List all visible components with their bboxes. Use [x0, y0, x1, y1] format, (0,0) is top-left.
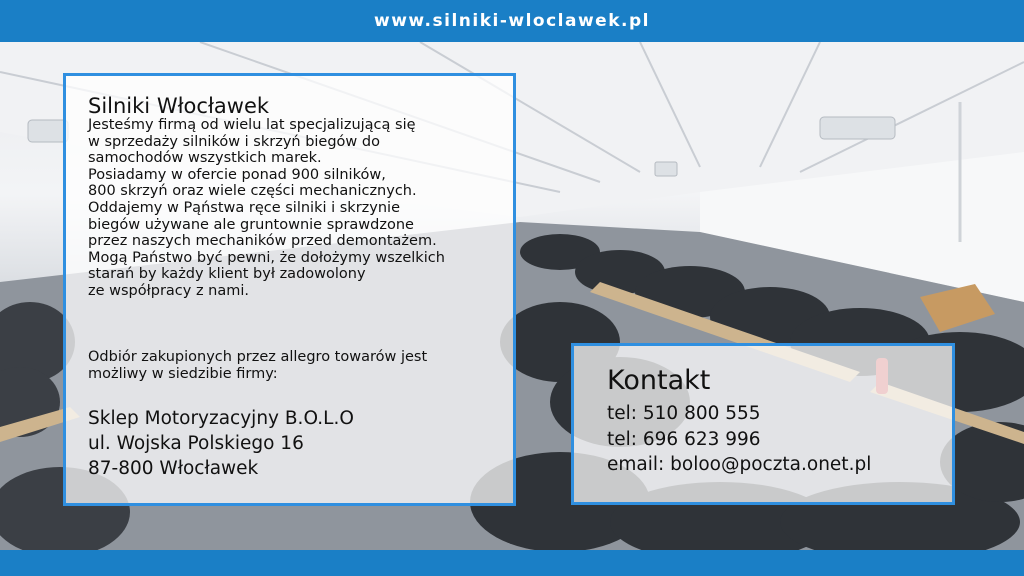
- about-panel: [63, 73, 516, 506]
- description-line: ze współpracy z nami.: [88, 282, 250, 299]
- shop-name: Sklep Motoryzacyjny B.O.L.O: [88, 408, 354, 429]
- phone-1[interactable]: tel: 510 800 555: [607, 403, 761, 424]
- contact-panel: [571, 343, 955, 505]
- footer-bar: [0, 550, 1024, 576]
- description-line: samochodów wszystkich marek.: [88, 150, 322, 167]
- contact-title: Kontakt: [607, 365, 711, 396]
- about-title: Silniki Włocławek: [88, 94, 270, 118]
- description-line: starań by każdy klient był zadowolony: [88, 266, 366, 283]
- pickup-line: możliwy w siedzibie firmy:: [88, 365, 278, 382]
- description-line: Oddajemy w Pąństwa ręce silniki i skrzynie: [88, 199, 400, 216]
- website-url[interactable]: www.silniki-wloclawek.pl: [374, 11, 650, 31]
- email-address[interactable]: email: boloo@poczta.onet.pl: [607, 454, 872, 475]
- description-line: biegów używane ale gruntownie sprawdzone: [88, 216, 414, 233]
- description-line: 800 skrzyń oraz wiele części mechanicznych.: [88, 183, 417, 200]
- pickup-line: Odbiór zakupionych przez allegro towarów jest: [88, 349, 428, 365]
- phone-2[interactable]: tel: 696 623 996: [607, 428, 761, 450]
- shop-address: [88, 406, 354, 481]
- postal-city: 87-800 Włocławek: [88, 458, 259, 479]
- description-line: Mogą Państwo być pewni, że dołożymy wszelkich: [88, 249, 445, 266]
- pickup-info: [88, 349, 508, 382]
- street-address: ul. Wojska Polskiego 16: [88, 433, 304, 454]
- description-line: Posiadamy w ofercie ponad 900 silników,: [88, 166, 386, 183]
- description-line: Jesteśmy firmą od wielu lat specjalizującą się: [88, 117, 416, 133]
- about-description: [88, 117, 508, 300]
- description-line: w sprzedaży silników i skrzyń biegów do: [88, 133, 380, 150]
- contact-details: [607, 401, 871, 478]
- header-bar: [0, 0, 1024, 42]
- description-line: przez naszych mechaników przed demontażem.: [88, 233, 437, 250]
